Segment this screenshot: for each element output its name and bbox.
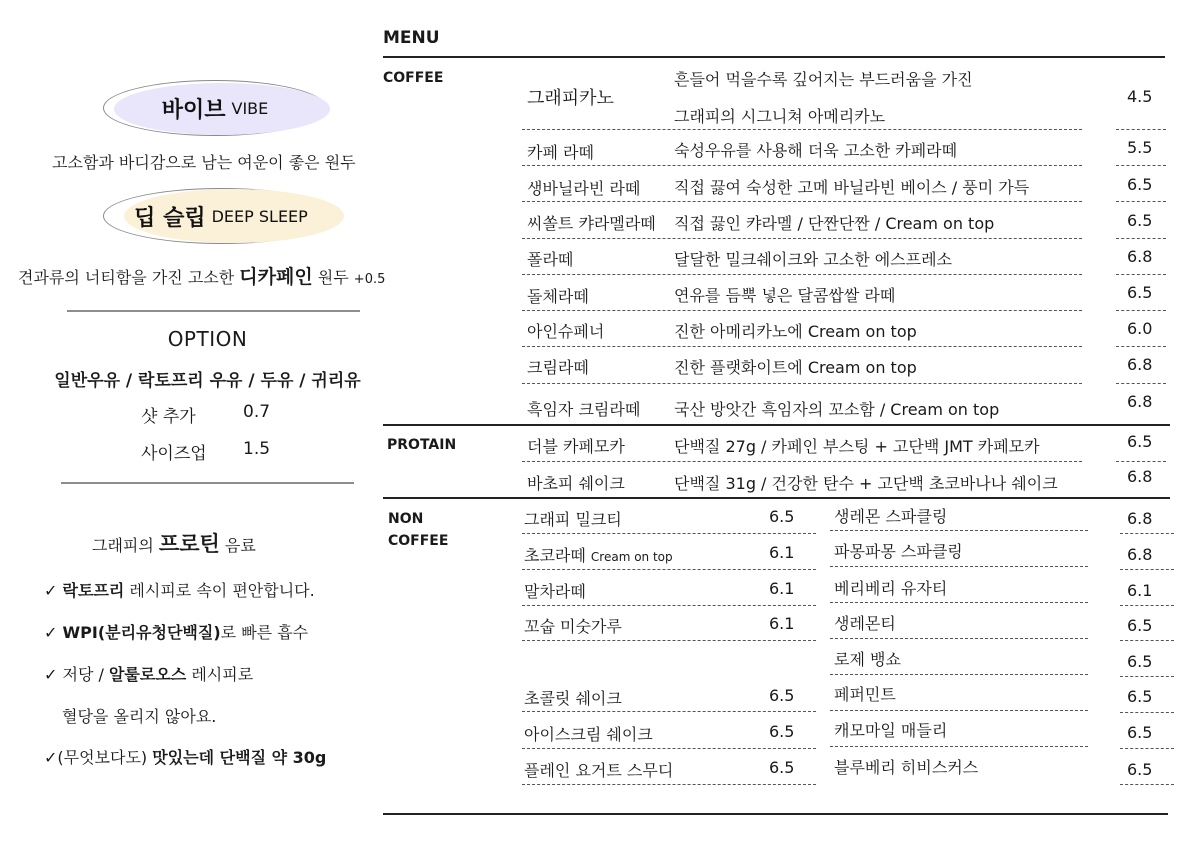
vibe-description: 고소함과 바디감으로 남는 여운이 좋은 원두 <box>52 153 356 172</box>
row-divider <box>1120 784 1174 785</box>
protein-item-desc: 단백질 27g / 카페인 부스팅 + 고단백 JMT 카페모카 <box>674 437 1040 456</box>
noncoffee-item-name: 베리베리 유자티 <box>834 579 948 598</box>
protein-benefit-3: ✓ 저당 / 알룰로오스 레시피로 <box>44 665 254 684</box>
noncoffee-item-name: 아이스크림 쉐이크 <box>524 725 653 744</box>
decaf-extra-price: +0.5 <box>353 272 386 287</box>
noncoffee-item-name: 꼬숩 미숫가루 <box>524 617 622 636</box>
deep-sleep-name: 딥 슬립 <box>134 205 206 231</box>
noncoffee-item-name: 캐모마일 매들리 <box>834 721 948 740</box>
row-divider <box>1120 676 1174 677</box>
row-divider <box>522 383 1082 384</box>
deep-sleep-description: 견과류의 너티함을 가진 고소한 디카페인 원두 +0.5 <box>18 266 386 288</box>
noncoffee-item-price: 6.5 <box>769 758 795 777</box>
noncoffee-item-price: 6.8 <box>1127 545 1153 564</box>
protein-item-name: 더블 카페모카 <box>527 437 625 456</box>
row-divider <box>830 638 1088 639</box>
row-divider <box>522 310 1082 311</box>
row-divider <box>1116 310 1166 311</box>
noncoffee-item-name: 그래피 밀크티 <box>524 510 622 529</box>
coffee-item-desc: 달달한 밀크쉐이크와 고소한 에스프레소 <box>674 250 953 269</box>
coffee-item-desc: 직접 끓인 캬라멜 / 단짠단짠 / Cream on top <box>674 214 995 233</box>
coffee-item-desc: 직접 끓여 숙성한 고메 바닐라빈 베이스 / 풍미 가득 <box>674 178 1030 197</box>
check-icon: ✓ <box>44 623 58 642</box>
deep-sleep-name-en: DEEP SLEEP <box>211 206 308 226</box>
section-noncoffee-label: NON COFFEE <box>388 511 449 549</box>
noncoffee-item-price: 6.1 <box>769 579 795 598</box>
row-divider <box>1116 383 1166 384</box>
cream-on-top-note: Cream on top <box>590 550 673 564</box>
protein-benefit-1: ✓ 락토프리 레시피로 속이 편안합니다. <box>44 581 315 600</box>
row-divider <box>522 748 816 749</box>
row-divider <box>1116 165 1166 166</box>
coffee-item-name: 돌체라떼 <box>527 287 589 306</box>
coffee-item-desc: 흔들어 먹을수록 깊어지는 부드러움을 가진 <box>674 70 973 89</box>
option-shot: 샷 추가 0.7 <box>141 402 271 427</box>
noncoffee-item-name: 블루베리 히비스커스 <box>834 758 979 777</box>
row-divider <box>1120 533 1174 534</box>
protein-heading: 그래피의 프로틴 음료 <box>92 532 256 556</box>
noncoffee-item-name: 로제 뱅쇼 <box>834 650 901 669</box>
row-divider <box>1116 346 1166 347</box>
row-divider <box>1120 640 1174 641</box>
option-size-up: 사이즈업 1.5 <box>141 439 271 464</box>
vibe-name-en: VIBE <box>231 98 269 118</box>
coffee-item-desc: 연유를 듬뿍 넣은 달콤쌉쌀 라떼 <box>674 286 896 305</box>
row-divider <box>522 461 1082 462</box>
row-divider <box>522 605 816 606</box>
noncoffee-item-price: 6.5 <box>769 507 795 526</box>
coffee-item-name: 아인슈페너 <box>527 322 605 341</box>
menu-title: MENU <box>383 28 440 48</box>
row-divider <box>522 165 1082 166</box>
noncoffee-item-price: 6.1 <box>769 543 795 562</box>
coffee-item-desc: 진한 아메리카노에 Cream on top <box>674 322 917 341</box>
noncoffee-item-price: 6.5 <box>1127 760 1153 779</box>
noncoffee-item-name: 생레몬 스파클링 <box>834 507 948 526</box>
row-divider <box>522 533 816 534</box>
noncoffee-item-price: 6.8 <box>1127 509 1153 528</box>
row-divider <box>522 711 816 712</box>
row-divider <box>522 640 816 641</box>
coffee-item-price: 6.8 <box>1127 392 1153 411</box>
noncoffee-item-price: 6.5 <box>769 722 795 741</box>
menu-top-rule <box>383 56 1165 58</box>
protein-item-desc: 단백질 31g / 건강한 탄수 + 고단백 초코바나나 쉐이크 <box>674 474 1058 493</box>
check-icon: ✓ <box>44 581 58 600</box>
protein-benefit-4: ✓(무엇보다도) 맛있는데 단백질 약 30g <box>44 748 327 767</box>
row-divider <box>830 746 1088 747</box>
coffee-item-price: 5.5 <box>1127 138 1153 157</box>
coffee-item-price: 6.5 <box>1127 211 1153 230</box>
row-divider <box>1120 748 1174 749</box>
menu-bottom-rule <box>383 813 1168 815</box>
noncoffee-item-price: 6.5 <box>769 686 795 705</box>
noncoffee-item-name: 생레몬티 <box>834 614 896 633</box>
noncoffee-item-name: 초코라떼 Cream on top <box>524 546 673 565</box>
divider <box>61 482 354 484</box>
divider <box>67 310 360 312</box>
protein-item-price: 6.5 <box>1127 432 1153 451</box>
noncoffee-item-name: 페퍼민트 <box>834 685 896 704</box>
check-icon: ✓ <box>44 665 58 684</box>
section-protein-label: PROTAIN <box>387 437 457 453</box>
coffee-item-price: 6.5 <box>1127 283 1153 302</box>
coffee-item-name: 크림라떼 <box>527 358 589 377</box>
deep-sleep-bean-badge <box>103 188 339 244</box>
noncoffee-item-name: 말차라떼 <box>524 582 586 601</box>
coffee-item-desc-line2: 그래피의 시그니쳐 아메리카노 <box>674 107 886 126</box>
protein-benefit-2: ✓ WPI(분리유청단백질)로 빠른 흡수 <box>44 623 309 642</box>
section-rule <box>383 424 1170 426</box>
row-divider <box>1116 238 1166 239</box>
row-divider <box>1116 461 1166 462</box>
noncoffee-item-price: 6.5 <box>1127 652 1153 671</box>
milk-options: 일반우유 / 락토프리 우유 / 두유 / 귀리유 <box>54 371 361 391</box>
coffee-item-name: 흑임자 크림라떼 <box>527 400 641 419</box>
section-coffee-label: COFFEE <box>383 70 444 86</box>
row-divider <box>830 602 1088 603</box>
noncoffee-item-price: 6.5 <box>1127 723 1153 742</box>
coffee-item-name: 생바닐라빈 라떼 <box>527 179 641 198</box>
coffee-item-price: 6.5 <box>1127 175 1153 194</box>
coffee-item-name: 그래피카노 <box>527 88 614 109</box>
noncoffee-item-name: 파몽파몽 스파클링 <box>834 542 963 561</box>
coffee-item-desc: 숙성우유를 사용해 더욱 고소한 카페라떼 <box>674 141 958 160</box>
coffee-item-desc: 진한 플랫화이트에 Cream on top <box>674 358 917 377</box>
option-title: OPTION <box>167 327 248 351</box>
noncoffee-item-name: 초콜릿 쉐이크 <box>524 689 622 708</box>
noncoffee-item-name: 플레인 요거트 스무디 <box>524 761 674 780</box>
row-divider <box>1120 605 1174 606</box>
row-divider <box>522 201 1082 202</box>
row-divider <box>830 674 1088 675</box>
row-divider <box>1120 712 1174 713</box>
coffee-item-price: 6.8 <box>1127 355 1153 374</box>
check-icon: ✓ <box>44 748 58 767</box>
row-divider <box>522 129 1082 130</box>
protein-benefit-3-line2: 혈당을 올리지 않아요. <box>62 707 217 726</box>
coffee-item-name: 씨쏠트 캬라멜라떼 <box>527 214 656 233</box>
row-divider <box>830 566 1088 567</box>
row-divider <box>522 274 1082 275</box>
coffee-item-desc: 국산 방앗간 흑임자의 꼬소함 / Cream on top <box>674 400 1000 419</box>
coffee-item-price: 6.0 <box>1127 319 1153 338</box>
row-divider <box>1116 201 1166 202</box>
coffee-item-price: 4.5 <box>1127 87 1153 106</box>
row-divider <box>522 784 816 785</box>
noncoffee-item-price: 6.5 <box>1127 616 1153 635</box>
noncoffee-item-price: 6.1 <box>1127 581 1153 600</box>
row-divider <box>522 346 1082 347</box>
row-divider <box>522 238 1082 239</box>
protein-item-name: 바초피 쉐이크 <box>527 474 625 493</box>
vibe-bean-badge <box>103 80 327 136</box>
row-divider <box>1120 569 1174 570</box>
coffee-item-price: 6.8 <box>1127 247 1153 266</box>
noncoffee-item-price: 6.1 <box>769 614 795 633</box>
protein-item-price: 6.8 <box>1127 467 1153 486</box>
row-divider <box>1116 129 1166 130</box>
row-divider <box>830 530 1088 531</box>
row-divider <box>1116 274 1166 275</box>
row-divider <box>522 569 816 570</box>
left-panel <box>0 0 440 848</box>
vibe-name: 바이브 <box>161 97 226 123</box>
section-rule <box>383 497 1170 499</box>
coffee-item-name: 카페 라떼 <box>527 143 594 162</box>
coffee-item-name: 폴라떼 <box>527 250 574 269</box>
noncoffee-item-price: 6.5 <box>1127 687 1153 706</box>
row-divider <box>830 710 1088 711</box>
